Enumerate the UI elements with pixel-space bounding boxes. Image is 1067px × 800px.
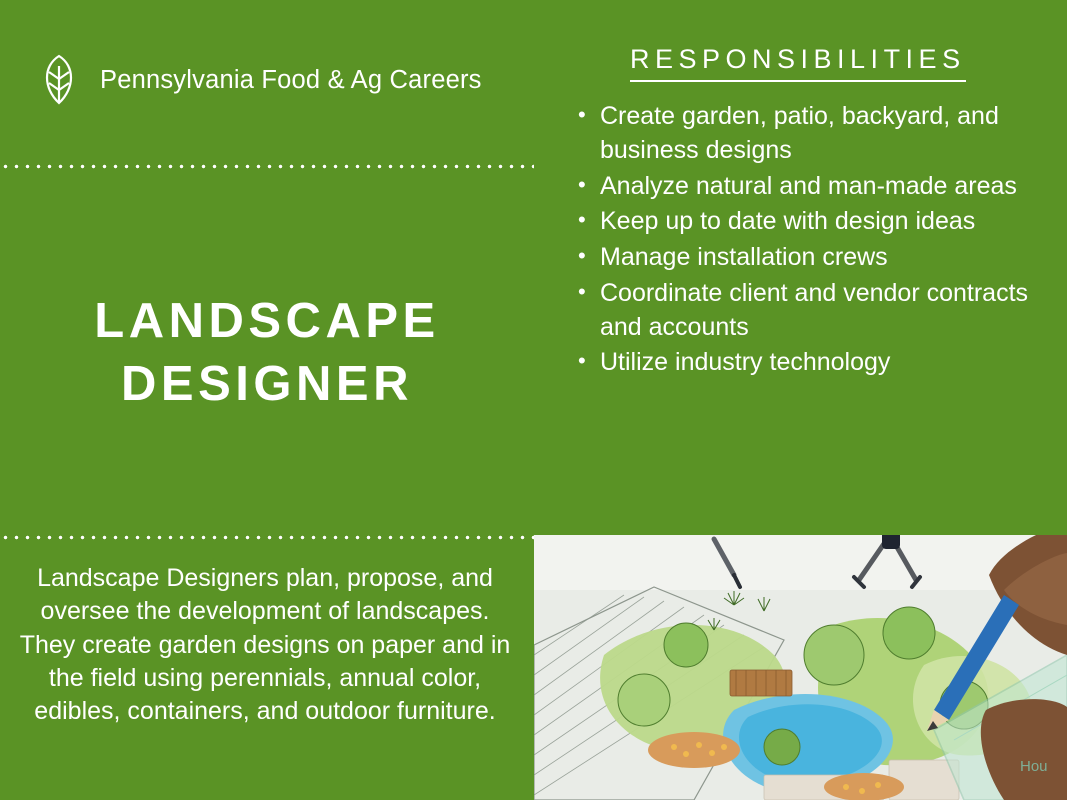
photo-overlay-text: Hou: [1020, 758, 1048, 775]
landscape-plan-photo: [534, 535, 1067, 800]
list-item: • Coordinate client and vendor contracts and accounts: [574, 277, 1041, 345]
brand-block: [0, 0, 534, 160]
responsibilities-column: [534, 0, 1067, 535]
list-item: • Manage installation crews: [574, 241, 1041, 275]
description-block: [0, 552, 534, 800]
list-item: • Keep up to date with design ideas: [574, 205, 1041, 239]
leaf-icon: [34, 54, 84, 106]
title-block: [0, 175, 534, 530]
responsibilities-list: [574, 100, 1041, 380]
list-item: • Utilize industry technology: [574, 346, 1041, 380]
list-item: • Create garden, patio, backyard, and business designs: [574, 100, 1041, 168]
description-text: Landscape Designers plan, propose, and oversee the development of landscapes. They create garden designs on paper and in the field using perennials, annual color, edibles, containers, and outdoor furniture.: [19, 564, 511, 725]
list-item: • Analyze natural and man-made areas: [574, 170, 1041, 204]
brand-name: Pennsylvania Food & Ag Careers: [100, 65, 482, 94]
page-title: LANDSCAPE DESIGNER: [94, 293, 440, 411]
divider-bottom: [0, 535, 534, 540]
responsibilities-heading: RESPONSIBILITIES: [630, 44, 966, 82]
divider-top: [0, 164, 534, 169]
